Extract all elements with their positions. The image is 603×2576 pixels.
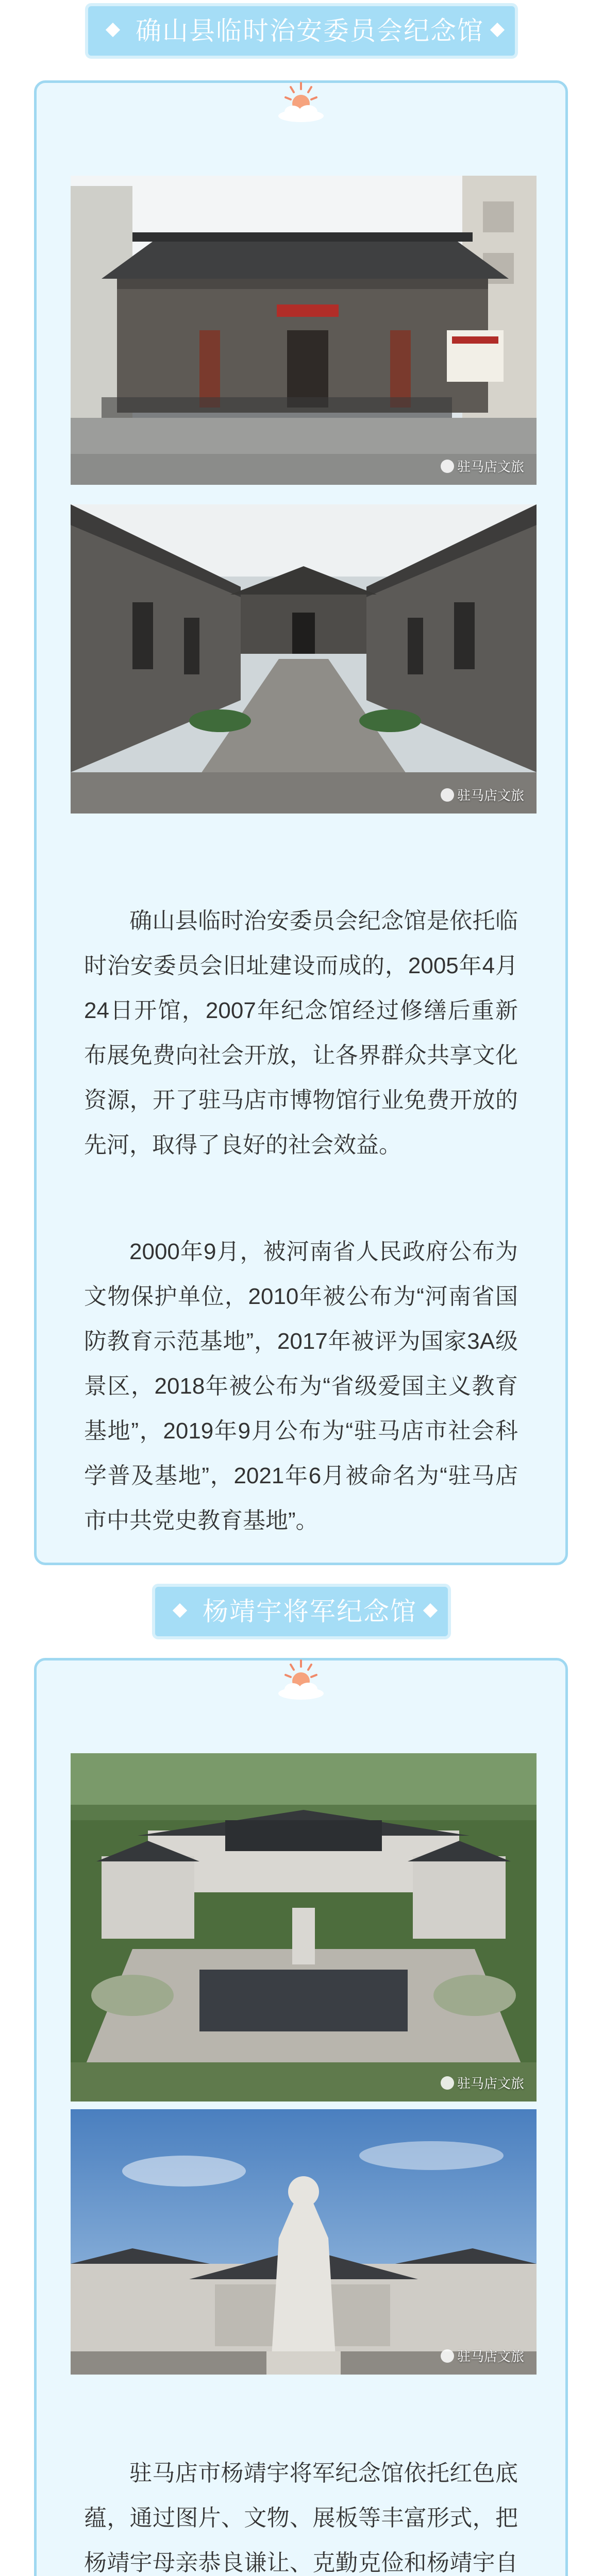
- photo-memorial-aerial: [71, 1753, 537, 2102]
- diamond-icon: [106, 23, 120, 37]
- watermark: 驻马店文旅: [441, 785, 524, 804]
- wechat-logo-icon: [441, 460, 454, 473]
- section-title: 确山县临时治安委员会纪念馆: [136, 16, 484, 45]
- paragraph: 驻马店市杨靖宇将军纪念馆依托红色底蕴，通过图片、文物、展板等丰富形式，把杨靖宇母亲恭良谦让、克勤克俭和杨靖宇自: [84, 2461, 518, 2575]
- paragraph: 2000年9月，被河南省人民政府公布为文物保护单位，2010年被公布为“河南省国防教育示范基地”，2017年被评为国家3A级景区，2018年被公布为“省级爱国主义教育基地”，2019年9月公布为“驻马店市社会科学普及基地”，2021年6月被命名为“驻马店市中共党史教育基地”。: [84, 1239, 518, 1533]
- watermark: 驻马店文旅: [441, 456, 524, 476]
- wechat-logo-icon: [441, 2349, 454, 2363]
- watermark: 驻马店文旅: [441, 2073, 524, 2092]
- photo-memorial-hall-facade: [71, 176, 537, 485]
- paragraph: 确山县临时治安委员会纪念馆是依托临时治安委员会旧址建设而成的，2005年4月24日开馆，2007年纪念馆经过修缮后重新布展免费向社会开放，让各界群众共享文化资源，开了驻马店市博物馆行业免费开放的先河，取得了良好的社会效益。: [84, 908, 518, 1158]
- wechat-logo-icon: [441, 788, 454, 802]
- sun-cloud-icon: [270, 80, 332, 126]
- diamond-icon: [490, 23, 505, 37]
- section-title-banner: [155, 1587, 448, 1636]
- sun-cloud-icon: [270, 1657, 332, 1704]
- section-title-banner: [88, 6, 515, 56]
- photo-courtyard-alley: [71, 504, 537, 814]
- diamond-icon: [423, 1603, 438, 1618]
- content-card: [34, 80, 568, 1565]
- wechat-logo-icon: [441, 2076, 454, 2090]
- diamond-icon: [173, 1603, 187, 1618]
- content-card: [34, 1658, 568, 2576]
- watermark: 驻马店文旅: [441, 2346, 524, 2365]
- photo-general-statue: [71, 2109, 537, 2375]
- section-title: 杨靖宇将军纪念馆: [203, 1597, 417, 1626]
